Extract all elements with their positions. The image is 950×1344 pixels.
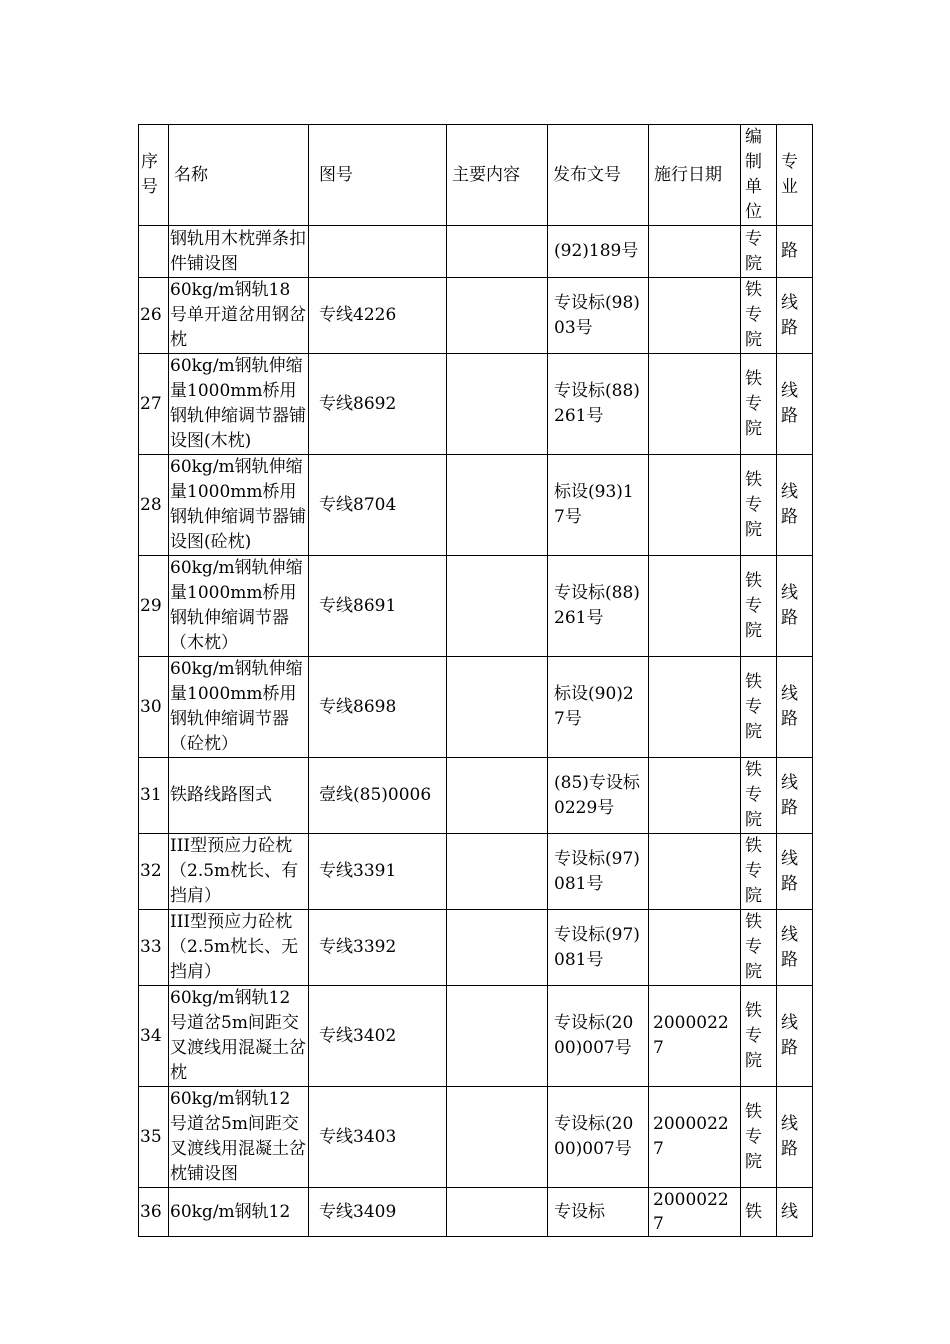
cell-spec: 线路 [777, 758, 813, 834]
cell-date [649, 834, 741, 910]
table-row [139, 556, 813, 657]
cell-unit: 铁专院 [741, 986, 777, 1087]
cell-spec: 线路 [777, 834, 813, 910]
cell-content [447, 226, 548, 278]
cell-date: 20000227 [649, 986, 741, 1087]
cell-pub-no: 专设标 [548, 1188, 649, 1237]
cell-date [649, 455, 741, 556]
cell-unit: 铁 [741, 1188, 777, 1237]
cell-date [649, 556, 741, 657]
cell-content [447, 758, 548, 834]
table-row [139, 657, 813, 758]
cell-name: 60kg/m钢轨12号道岔5m间距交叉渡线用混凝土岔枕铺设图 [169, 1087, 309, 1188]
cell-unit: 铁专院 [741, 910, 777, 986]
cell-date [649, 758, 741, 834]
table-row [139, 1188, 813, 1237]
cell-content [447, 910, 548, 986]
cell-name: 60kg/m钢轨伸缩量1000mm桥用钢轨伸缩调节器（木枕） [169, 556, 309, 657]
cell-content [447, 278, 548, 354]
cell-name: 60kg/m钢轨伸缩量1000mm桥用钢轨伸缩调节器铺设图(木枕) [169, 354, 309, 455]
cell-date [649, 278, 741, 354]
header-spec: 专业 [777, 125, 813, 226]
cell-seq: 26 [139, 278, 169, 354]
header-unit: 编制单位 [741, 125, 777, 226]
cell-content [447, 834, 548, 910]
cell-seq: 27 [139, 354, 169, 455]
cell-date: 20000227 [649, 1188, 741, 1237]
cell-spec: 线路 [777, 354, 813, 455]
cell-unit: 铁专院 [741, 758, 777, 834]
cell-spec: 线 [777, 1188, 813, 1237]
header-pub-no: 发布文号 [548, 125, 649, 226]
cell-content [447, 1188, 548, 1237]
cell-seq: 33 [139, 910, 169, 986]
cell-date [649, 910, 741, 986]
cell-content [447, 657, 548, 758]
cell-seq: 30 [139, 657, 169, 758]
standards-table [138, 124, 813, 1237]
cell-pub-no: 标设(90)27号 [548, 657, 649, 758]
cell-drawing-no: 专线8704 [309, 455, 447, 556]
cell-spec: 线路 [777, 455, 813, 556]
cell-drawing-no: 专线8698 [309, 657, 447, 758]
cell-seq: 31 [139, 758, 169, 834]
cell-drawing-no: 专线3409 [309, 1188, 447, 1237]
cell-unit: 铁专院 [741, 834, 777, 910]
cell-date [649, 657, 741, 758]
cell-name: 铁路线路图式 [169, 758, 309, 834]
cell-unit: 铁专院 [741, 354, 777, 455]
cell-drawing-no: 专线4226 [309, 278, 447, 354]
cell-date [649, 226, 741, 278]
cell-pub-no: (85)专设标0229号 [548, 758, 649, 834]
cell-name: III型预应力砼枕（2.5m枕长、无挡肩） [169, 910, 309, 986]
cell-name: 60kg/m钢轨伸缩量1000mm桥用钢轨伸缩调节器（砼枕） [169, 657, 309, 758]
header-row [139, 125, 813, 226]
cell-unit: 铁专院 [741, 455, 777, 556]
table-row [139, 278, 813, 354]
cell-unit: 铁专院 [741, 1087, 777, 1188]
header-seq: 序号 [139, 125, 169, 226]
cell-pub-no: 专设标(98)03号 [548, 278, 649, 354]
cell-unit: 铁专院 [741, 278, 777, 354]
cell-drawing-no: 专线3403 [309, 1087, 447, 1188]
cell-drawing-no: 专线3402 [309, 986, 447, 1087]
table-row [139, 1087, 813, 1188]
cell-spec: 线路 [777, 556, 813, 657]
cell-drawing-no: 专线8692 [309, 354, 447, 455]
cell-name: 60kg/m钢轨12 [169, 1188, 309, 1237]
header-content: 主要内容 [447, 125, 548, 226]
cell-seq: 35 [139, 1087, 169, 1188]
cell-pub-no: 专设标(97)081号 [548, 834, 649, 910]
cell-content [447, 986, 548, 1087]
table-row [139, 986, 813, 1087]
header-date: 施行日期 [649, 125, 741, 226]
cell-drawing-no: 专线8691 [309, 556, 447, 657]
cell-name: 60kg/m钢轨伸缩量1000mm桥用钢轨伸缩调节器铺设图(砼枕) [169, 455, 309, 556]
cell-content [447, 354, 548, 455]
cell-pub-no: 专设标(97)081号 [548, 910, 649, 986]
cell-drawing-no: 壹线(85)0006 [309, 758, 447, 834]
cell-seq: 36 [139, 1188, 169, 1237]
table-row [139, 758, 813, 834]
cell-name: 60kg/m钢轨18号单开道岔用钢岔枕 [169, 278, 309, 354]
cell-content [447, 1087, 548, 1188]
cell-drawing-no: 专线3392 [309, 910, 447, 986]
cell-seq [139, 226, 169, 278]
cell-unit: 铁专院 [741, 556, 777, 657]
cell-pub-no: 专设标(2000)007号 [548, 1087, 649, 1188]
cell-spec: 线路 [777, 278, 813, 354]
table-row [139, 910, 813, 986]
table-row [139, 455, 813, 556]
cell-spec: 线路 [777, 1087, 813, 1188]
header-drawing-no: 图号 [309, 125, 447, 226]
cell-pub-no: 专设标(2000)007号 [548, 986, 649, 1087]
cell-seq: 34 [139, 986, 169, 1087]
cell-spec: 线路 [777, 657, 813, 758]
table-row [139, 226, 813, 278]
cell-pub-no: 专设标(88)261号 [548, 556, 649, 657]
table-row [139, 354, 813, 455]
cell-pub-no: (92)189号 [548, 226, 649, 278]
cell-name: 60kg/m钢轨12号道岔5m间距交叉渡线用混凝土岔枕 [169, 986, 309, 1087]
cell-spec: 线路 [777, 986, 813, 1087]
cell-content [447, 455, 548, 556]
table-row [139, 834, 813, 910]
cell-name: III型预应力砼枕（2.5m枕长、有挡肩） [169, 834, 309, 910]
cell-seq: 28 [139, 455, 169, 556]
header-name: 名称 [169, 125, 309, 226]
cell-pub-no: 专设标(88)261号 [548, 354, 649, 455]
cell-seq: 32 [139, 834, 169, 910]
cell-unit: 专院 [741, 226, 777, 278]
cell-name: 钢轨用木枕弹条扣件铺设图 [169, 226, 309, 278]
cell-spec: 线路 [777, 910, 813, 986]
cell-spec: 路 [777, 226, 813, 278]
cell-date: 20000227 [649, 1087, 741, 1188]
cell-date [649, 354, 741, 455]
cell-pub-no: 标设(93)17号 [548, 455, 649, 556]
cell-drawing-no: 专线3391 [309, 834, 447, 910]
cell-unit: 铁专院 [741, 657, 777, 758]
cell-seq: 29 [139, 556, 169, 657]
cell-drawing-no [309, 226, 447, 278]
cell-content [447, 556, 548, 657]
